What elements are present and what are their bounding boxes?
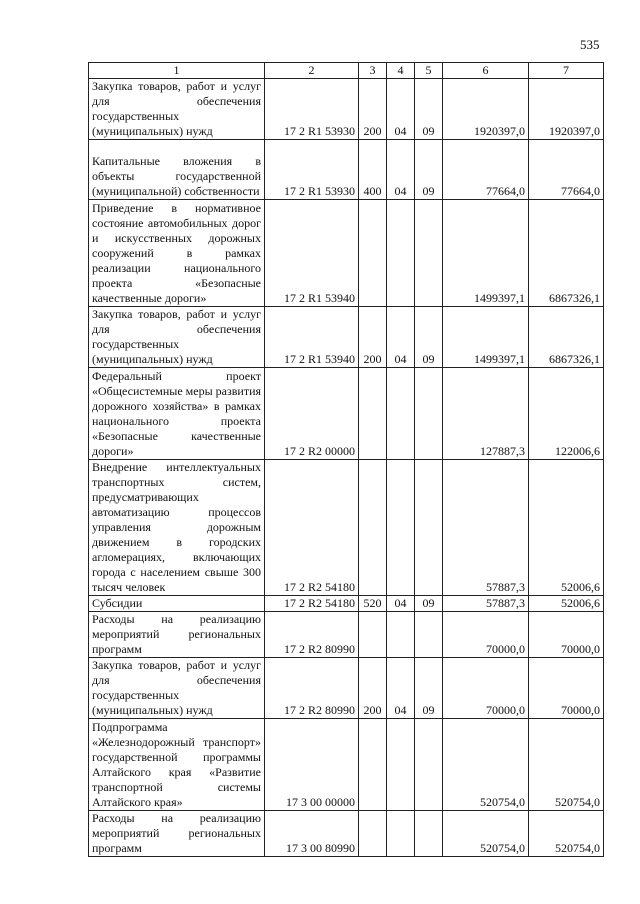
amount-col7-cell: 520754,0 <box>529 719 604 811</box>
column-header: 4 <box>387 63 415 79</box>
amount-col7-cell: 520754,0 <box>529 811 604 857</box>
column-header: 7 <box>529 63 604 79</box>
amount-col7-cell: 70000,0 <box>529 612 604 658</box>
target-article-cell: 17 2 R1 53930 <box>265 140 359 200</box>
amount-col6-cell: 1499397,1 <box>443 200 529 307</box>
amount-col6-cell: 1920397,0 <box>443 79 529 140</box>
amount-col7-cell: 77664,0 <box>529 140 604 200</box>
amount-col6-cell: 70000,0 <box>443 658 529 719</box>
table-row <box>89 460 604 596</box>
expense-type-cell <box>359 719 387 811</box>
table-row <box>89 307 604 368</box>
expense-type-cell: 200 <box>359 307 387 368</box>
section-cell: 04 <box>387 658 415 719</box>
amount-col7-cell: 6867326,1 <box>529 307 604 368</box>
section-cell <box>387 368 415 460</box>
table-row <box>89 658 604 719</box>
section-cell: 04 <box>387 140 415 200</box>
row-name-cell: Субсидии <box>89 596 265 612</box>
target-article-cell: 17 2 R2 80990 <box>265 658 359 719</box>
row-name-cell: Приведение в нормативное состояние автомобильных дорог и искусственных дорожных сооружений в рамках реализации национального проекта «Безопасные качественные дороги» <box>89 200 265 307</box>
table-row <box>89 140 604 200</box>
column-header: 6 <box>443 63 529 79</box>
amount-col6-cell: 57887,3 <box>443 596 529 612</box>
amount-col7-cell: 6867326,1 <box>529 200 604 307</box>
amount-col6-cell: 70000,0 <box>443 612 529 658</box>
table-row <box>89 811 604 857</box>
row-name-cell: Подпрограмма «Железнодорожный транспорт» государственной программы Алтайского края «Развитие транспортной системы Алтайского края» <box>89 719 265 811</box>
subsection-cell: 09 <box>415 140 443 200</box>
subsection-cell <box>415 200 443 307</box>
subsection-cell <box>415 811 443 857</box>
subsection-cell: 09 <box>415 596 443 612</box>
amount-col6-cell: 520754,0 <box>443 719 529 811</box>
column-header: 5 <box>415 63 443 79</box>
budget-table <box>88 62 604 857</box>
amount-col6-cell: 127887,3 <box>443 368 529 460</box>
table-row <box>89 368 604 460</box>
section-cell: 04 <box>387 596 415 612</box>
amount-col6-cell: 77664,0 <box>443 140 529 200</box>
amount-col6-cell: 1499397,1 <box>443 307 529 368</box>
table-row <box>89 719 604 811</box>
amount-col7-cell: 52006,6 <box>529 596 604 612</box>
subsection-cell <box>415 719 443 811</box>
table-row <box>89 596 604 612</box>
row-name-cell: Закупка товаров, работ и услуг для обеспечения государственных (муниципальных) нужд <box>89 307 265 368</box>
section-cell <box>387 200 415 307</box>
expense-type-cell <box>359 612 387 658</box>
row-name-cell: Расходы на реализацию мероприятий региональных программ <box>89 612 265 658</box>
column-header: 2 <box>265 63 359 79</box>
table-row <box>89 200 604 307</box>
target-article-cell: 17 2 R1 53940 <box>265 307 359 368</box>
subsection-cell: 09 <box>415 79 443 140</box>
table-row <box>89 79 604 140</box>
table-row <box>89 612 604 658</box>
subsection-cell: 09 <box>415 658 443 719</box>
section-cell <box>387 811 415 857</box>
subsection-cell <box>415 612 443 658</box>
amount-col6-cell: 520754,0 <box>443 811 529 857</box>
amount-col7-cell: 1920397,0 <box>529 79 604 140</box>
subsection-cell: 09 <box>415 307 443 368</box>
column-header: 1 <box>89 63 265 79</box>
row-name-cell: Закупка товаров, работ и услуг для обеспечения государственных (муниципальных) нужд <box>89 79 265 140</box>
expense-type-cell: 200 <box>359 79 387 140</box>
target-article-cell: 17 3 00 00000 <box>265 719 359 811</box>
section-cell <box>387 460 415 596</box>
row-name-cell: Расходы на реализацию мероприятий региональных программ <box>89 811 265 857</box>
section-cell: 04 <box>387 307 415 368</box>
expense-type-cell <box>359 200 387 307</box>
page-number: 535 <box>580 37 600 52</box>
target-article-cell: 17 2 R2 80990 <box>265 612 359 658</box>
header-row <box>89 63 604 79</box>
subsection-cell <box>415 368 443 460</box>
target-article-cell: 17 2 R1 53940 <box>265 200 359 307</box>
column-header: 3 <box>359 63 387 79</box>
subsection-cell <box>415 460 443 596</box>
expense-type-cell: 520 <box>359 596 387 612</box>
row-name-cell: Закупка товаров, работ и услуг для обеспечения государственных (муниципальных) нужд <box>89 658 265 719</box>
target-article-cell: 17 2 R2 00000 <box>265 368 359 460</box>
target-article-cell: 17 2 R2 54180 <box>265 596 359 612</box>
expense-type-cell <box>359 811 387 857</box>
target-article-cell: 17 3 00 80990 <box>265 811 359 857</box>
expense-type-cell: 400 <box>359 140 387 200</box>
expense-type-cell <box>359 368 387 460</box>
amount-col7-cell: 52006,6 <box>529 460 604 596</box>
section-cell <box>387 719 415 811</box>
section-cell: 04 <box>387 79 415 140</box>
section-cell <box>387 612 415 658</box>
row-name-cell: Внедрение интеллектуальных транспортных систем, предусматривающих автоматизацию процессов управления дорожным движением в городских агломерациях, включающих города с населением свыше 300 тысяч человек <box>89 460 265 596</box>
amount-col7-cell: 70000,0 <box>529 658 604 719</box>
amount-col7-cell: 122006,6 <box>529 368 604 460</box>
target-article-cell: 17 2 R1 53930 <box>265 79 359 140</box>
expense-type-cell <box>359 460 387 596</box>
row-name-cell: Федеральный проект «Общесистемные меры развития дорожного хозяйства» в рамках национального проекта «Безопасные качественные дороги» <box>89 368 265 460</box>
amount-col6-cell: 57887,3 <box>443 460 529 596</box>
row-name-cell: Капитальные вложения в объекты государственной (муниципальной) собственности <box>89 140 265 200</box>
target-article-cell: 17 2 R2 54180 <box>265 460 359 596</box>
expense-type-cell: 200 <box>359 658 387 719</box>
